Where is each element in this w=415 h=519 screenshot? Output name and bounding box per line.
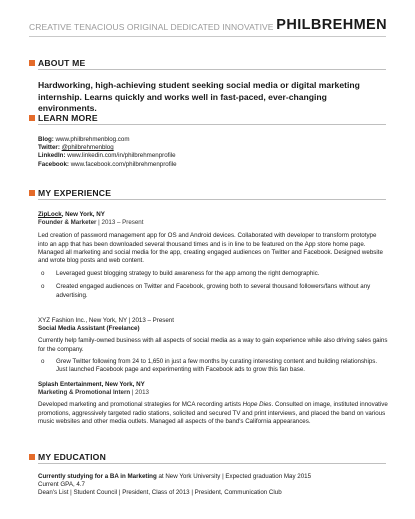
education-degree: Currently studying for a BA in Marketing at New York University | Expected graduation May 2015 xyxy=(38,473,312,480)
job-company: XYZ Fashion Inc., New York, NY | 2013 – Present xyxy=(38,317,174,324)
section-divider xyxy=(38,463,386,464)
facebook-link[interactable]: www.facebook.com/philbrehmenprofile xyxy=(70,160,177,168)
section-marker-icon xyxy=(29,454,35,460)
section-marker-icon xyxy=(29,115,35,121)
section-heading-experience xyxy=(29,188,386,200)
job-role: Founder & Marketer | 2013 – Present xyxy=(38,219,144,227)
contact-item-twitter: Twitter: @philbrehmenblog xyxy=(38,144,114,152)
education-details xyxy=(38,473,388,498)
twitter-link[interactable]: @philbrehmenblog xyxy=(61,144,114,152)
job-description: Developed marketing and promotional strategies for MCA recording artists Hope Dies. Consulted on image, instituted innovative promotions, aggressively targeted radio stations, solicited and secured TV and print interviews, and placed the band on various music websites and other media outlets. Managed all aspects of the band's California appearances. xyxy=(38,401,388,425)
section-marker-icon xyxy=(29,60,35,66)
logo: PHILBREHMEN xyxy=(276,17,387,33)
section-title: ABOUT ME xyxy=(38,58,86,68)
job-bullet: o Created engaged audiences on Twitter and Facebook, growing both to several thousand followers/fans without any advertising. xyxy=(41,283,371,299)
section-divider xyxy=(38,199,386,200)
bullet-circle-icon: o xyxy=(41,270,45,278)
section-divider xyxy=(38,124,386,125)
contact-item-linkedin: LinkedIn: www.linkedin.com/in/philbrehmenprofile xyxy=(38,152,176,160)
job-company: ZipLock, New York, NY xyxy=(38,211,105,218)
about-text: Hardworking, high-achieving student seeking social media or digital marketing internship. Learns quickly and works well in fast-paced, ever-changing environments. xyxy=(38,80,360,113)
section-heading-learn-more xyxy=(29,113,386,125)
blog-link[interactable]: www.philbrehmenblog.com xyxy=(55,136,130,143)
job-role: Social Media Assistant (Freelance) xyxy=(38,325,140,333)
header-divider xyxy=(29,36,386,37)
education-honors: Dean's List | Student Council | President, Class of 2013 | President, Communication Club xyxy=(38,489,282,497)
section-divider xyxy=(38,69,386,70)
job-splash-entertainment xyxy=(38,381,388,426)
bullet-circle-icon: o xyxy=(41,357,45,365)
job-company: Splash Entertainment, New York, NY xyxy=(38,381,145,388)
section-title: MY EXPERIENCE xyxy=(38,188,112,198)
section-heading-education xyxy=(29,452,386,464)
bullet-circle-icon: o xyxy=(41,283,45,291)
job-description: Currently help family-owned business with all aspects of social media as a way to gain experience while also driving sales gains for the company. xyxy=(38,337,388,353)
contact-item-facebook: Facebook: www.facebook.com/philbrehmenprofile xyxy=(38,160,177,168)
section-marker-icon xyxy=(29,190,35,196)
tagline: CREATIVE TENACIOUS ORIGINAL DEDICATED INNOVATIVE xyxy=(29,22,274,32)
job-description: Led creation of password management app for OS and Android devices. Collaborated with developer to transform prototype into an app that has been downloaded several thousand times and is in line to be featured on the App store home page. Managed all marketing and social media for the app, creating engaged audiences on Twitter and Facebook. Designed website and wrote blog posts and web content. xyxy=(38,232,383,265)
section-title: MY EDUCATION xyxy=(38,452,106,462)
section-heading-about xyxy=(29,58,386,70)
linkedin-link[interactable]: www.linkedin.com/in/philbrehmenprofile xyxy=(67,152,176,160)
job-ziplock xyxy=(38,211,388,300)
job-role: Marketing & Promotional Intern | 2013 xyxy=(38,389,149,397)
education-gpa: Current GPA, 4.7 xyxy=(38,481,85,489)
job-bullet: o Leveraged guest blogging strategy to build awareness for the app among the right demographic. xyxy=(41,270,320,278)
job-bullet: o Grew Twitter following from 24 to 1,650 in just a few months by curating interesting content and building relationships. Just launched Facebook page and experimenting with Facebook ads to grow this fan base. xyxy=(41,357,378,374)
contact-links xyxy=(38,136,388,169)
job-xyz-fashion xyxy=(38,317,388,374)
header xyxy=(0,0,415,46)
section-title: LEARN MORE xyxy=(38,113,98,123)
contact-item-blog: Blog: www.philbrehmenblog.com xyxy=(38,136,130,143)
